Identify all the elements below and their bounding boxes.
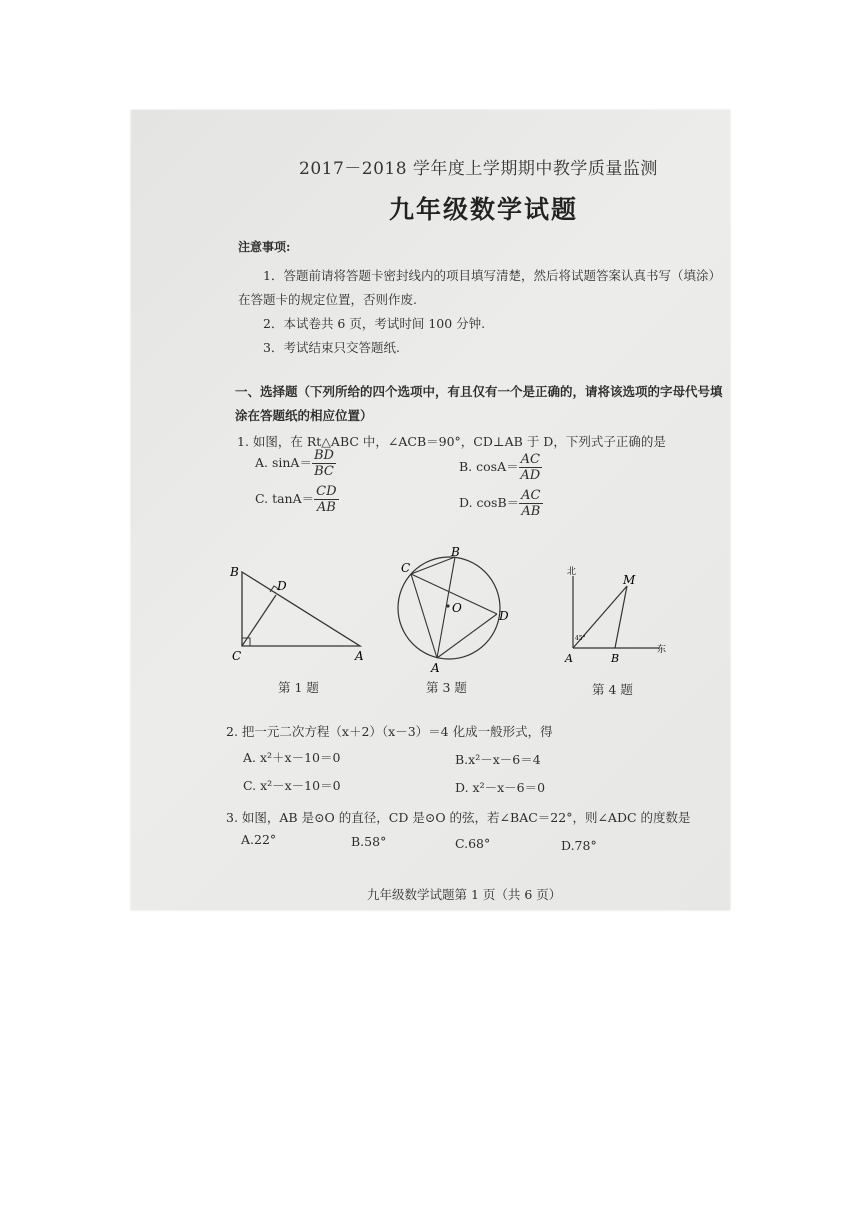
fig4-label-north: 北 bbox=[567, 567, 577, 577]
fig4-label-m: M bbox=[623, 573, 636, 587]
option-a-fraction bbox=[312, 448, 336, 479]
question-3-option-d: D.78° bbox=[561, 838, 597, 853]
fig3-label-b: B bbox=[451, 546, 460, 559]
question-1-option-c bbox=[255, 484, 339, 515]
page-footer: 九年级数学试题第 1 页（共 6 页） bbox=[367, 887, 562, 902]
fig4-label-a: A bbox=[565, 652, 573, 665]
option-c-prefix: C. tanA＝ bbox=[255, 491, 315, 506]
figure-3-circle bbox=[389, 546, 519, 674]
option-a-denominator: BC bbox=[314, 464, 334, 479]
question-1-option-a bbox=[255, 448, 336, 479]
fig3-label-d: D bbox=[499, 609, 509, 623]
option-c-fraction bbox=[314, 484, 338, 515]
option-c-numerator: CD bbox=[316, 484, 337, 499]
exam-page bbox=[131, 110, 730, 910]
question-1-stem: 1. 如图，在 Rt△ABC 中，∠ACB＝90°，CD⊥AB 于 D，下列式子正确的是 bbox=[237, 434, 666, 449]
question-3-stem: 3. 如图，AB 是⊙O 的直径，CD 是⊙O 的弦，若∠BAC＝22°，则∠ADC 的度数是 bbox=[226, 810, 691, 825]
question-2-stem: 2. 把一元二次方程（x＋2）（x－3）＝4 化成一般形式，得 bbox=[226, 724, 553, 739]
notes-heading: 注意事项: bbox=[238, 240, 291, 254]
option-d-numerator: AC bbox=[521, 488, 541, 503]
question-2-option-a: A. x²＋x－10＝0 bbox=[243, 750, 341, 765]
fig1-label-c: C bbox=[232, 649, 242, 662]
question-2-option-d: D. x²－x－6＝0 bbox=[455, 780, 546, 795]
option-d-fraction bbox=[519, 488, 542, 519]
question-3-option-b: B.58° bbox=[351, 834, 387, 849]
figure-3-caption: 第 3 题 bbox=[426, 680, 467, 695]
question-3-option-a: A.22° bbox=[241, 832, 277, 847]
exam-subtitle: 2017－2018 学年度上学期期中教学质量监测 bbox=[299, 159, 658, 179]
option-b-denominator: AD bbox=[520, 468, 541, 483]
figure-1-triangle bbox=[227, 562, 377, 662]
fig3-label-a: A bbox=[431, 661, 440, 674]
fig1-label-b: B bbox=[230, 565, 239, 579]
option-b-prefix: B. cosA＝ bbox=[459, 459, 519, 474]
question-3-option-c: C.68° bbox=[455, 836, 491, 851]
fig3-label-o: O bbox=[452, 601, 462, 615]
question-1-option-d bbox=[459, 488, 543, 519]
option-a-prefix: A. sinA＝ bbox=[255, 455, 312, 470]
note-item-1: 1．答题前请将答题卡密封线内的项目填写清楚，然后将试题答案认真书写（填涂） bbox=[263, 268, 721, 283]
fig3-label-c: C bbox=[401, 561, 411, 575]
option-a-numerator: BD bbox=[313, 448, 334, 463]
note-item-2: 2．本试卷共 6 页，考试时间 100 分钟. bbox=[263, 316, 486, 331]
question-2-option-c: C. x²－x－10＝0 bbox=[243, 778, 341, 793]
fig1-label-d: D bbox=[277, 579, 287, 593]
option-b-fraction bbox=[519, 452, 542, 483]
option-c-denominator: AB bbox=[316, 500, 336, 515]
figure-1-caption: 第 1 题 bbox=[278, 680, 319, 695]
fig1-label-a: A bbox=[355, 649, 364, 662]
section-heading-line2: 涂在答题纸的相应位置） bbox=[235, 408, 373, 423]
option-d-prefix: D. cosB＝ bbox=[459, 495, 520, 510]
section-heading-line1: 一、选择题（下列所给的四个选项中，有且仅有一个是正确的，请将该选项的字母代号填 bbox=[235, 384, 723, 399]
figure-4-caption: 第 4 题 bbox=[592, 682, 633, 697]
figure-4-bearing bbox=[563, 562, 671, 668]
exam-title: 九年级数学试题 bbox=[389, 195, 579, 224]
option-d-denominator: AB bbox=[521, 504, 541, 519]
note-item-3: 3．考试结束只交答题纸. bbox=[263, 340, 400, 355]
note-item-1-cont: 在答题卡的规定位置，否则作废. bbox=[238, 292, 417, 307]
option-b-numerator: AC bbox=[520, 452, 540, 467]
question-2-option-b: B.x²－x－6＝4 bbox=[455, 752, 541, 767]
fig4-label-east: 东 bbox=[657, 645, 667, 655]
fig4-label-b: B bbox=[611, 652, 620, 665]
question-1-option-b bbox=[459, 452, 542, 483]
fig4-label-angle: 45° bbox=[575, 635, 586, 642]
